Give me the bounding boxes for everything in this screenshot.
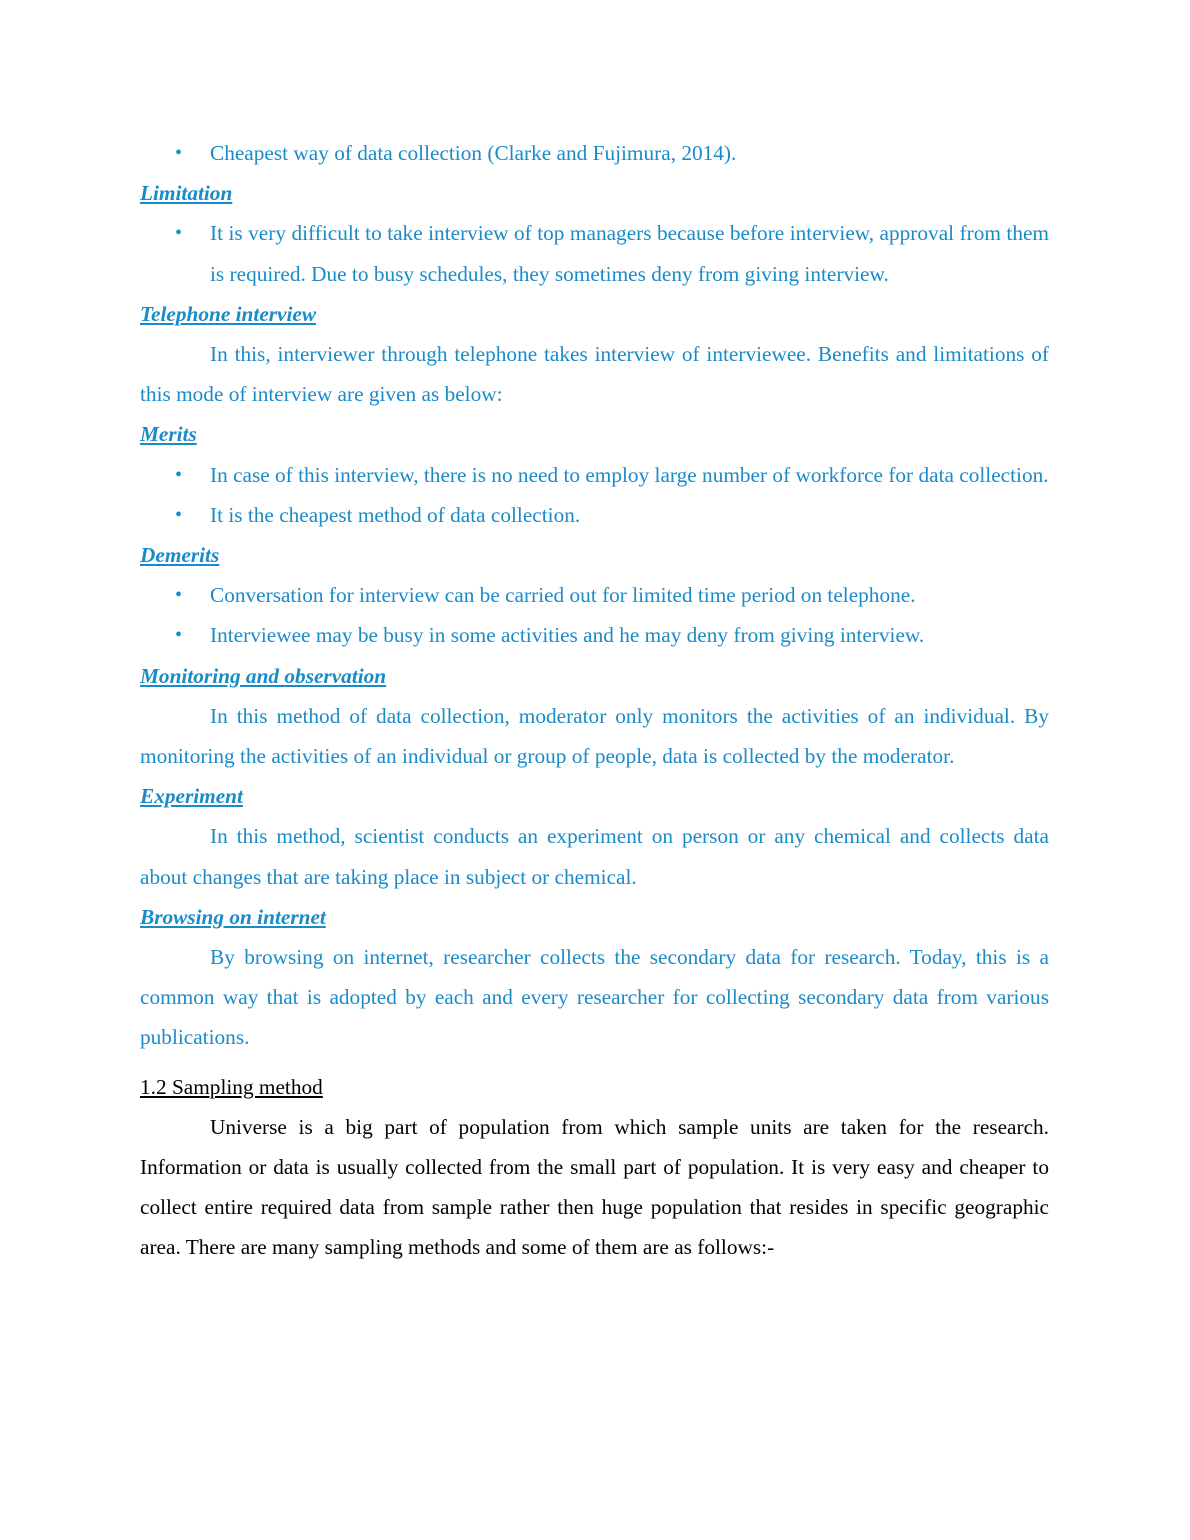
list-item-text: In case of this interview, there is no need to employ large number of workforce for data collection. <box>210 462 1049 487</box>
list-item <box>175 213 1049 293</box>
monitoring-heading: Monitoring and observation <box>140 663 387 688</box>
experiment-paragraph: In this method, scientist conducts an experiment on person or any chemical and collects data about changes that are taking place in subject or chemical. <box>140 824 1049 889</box>
limitation-heading: Limitation <box>140 181 233 206</box>
limitation-list <box>140 213 1049 293</box>
list-item-text: It is very difficult to take interview of top managers because before interview, approval from them is required. Due to busy schedules, they sometimes deny from giving interview. <box>210 221 1049 286</box>
browsing-heading: Browsing on internet <box>140 904 326 929</box>
list-item <box>175 575 1049 615</box>
bullet-icon: • <box>175 463 183 486</box>
merits-heading: Merits <box>140 422 197 447</box>
telephone-interview-paragraph: In this, interviewer through telephone takes interview of interviewee. Benefits and limitations of this mode of interview are given as below: <box>140 342 1049 407</box>
list-item-text: Interviewee may be busy in some activities and he may deny from giving interview. <box>210 623 925 648</box>
merits-list <box>140 455 1049 535</box>
monitoring-paragraph: In this method of data collection, moderator only monitors the activities of an individual. By monitoring the activities of an individual or group of people, data is collected by the moderator. <box>140 703 1049 769</box>
document-page <box>140 133 1049 1268</box>
list-item <box>175 495 1049 535</box>
browsing-paragraph: By browsing on internet, researcher collects the secondary data for research. Today, this is a common way that is adopted by each and every researcher for collecting secondary data from various publications. <box>140 945 1049 1050</box>
demerits-list <box>140 575 1049 655</box>
experiment-heading: Experiment <box>140 784 243 809</box>
list-item-text: Cheapest way of data collection (Clarke and Fujimura, 2014). <box>210 141 737 165</box>
bullet-icon: • <box>175 142 183 164</box>
data-collection-list <box>140 133 1049 173</box>
bullet-icon: • <box>175 222 183 245</box>
bullet-icon: • <box>175 624 183 647</box>
sampling-method-heading: 1.2 Sampling method <box>140 1074 323 1099</box>
telephone-interview-heading: Telephone interview <box>140 301 317 326</box>
list-item-text: It is the cheapest method of data collection. <box>210 502 581 527</box>
list-item <box>175 455 1049 495</box>
sampling-method-paragraph: Universe is a big part of population from which sample units are taken for the research. Information or data is usually collected from the small part of population. It is very easy and cheaper to collect entire required data from sample rather then huge population that resides in specific geographic area. There are many sampling methods and some of them are as follows:- <box>140 1114 1049 1260</box>
list-item-text: Conversation for interview can be carried out for limited time period on telephone. <box>210 583 916 608</box>
list-item <box>175 133 1049 173</box>
list-item <box>175 615 1049 655</box>
demerits-heading: Demerits <box>140 543 220 568</box>
bullet-icon: • <box>175 503 183 526</box>
bullet-icon: • <box>175 584 183 607</box>
